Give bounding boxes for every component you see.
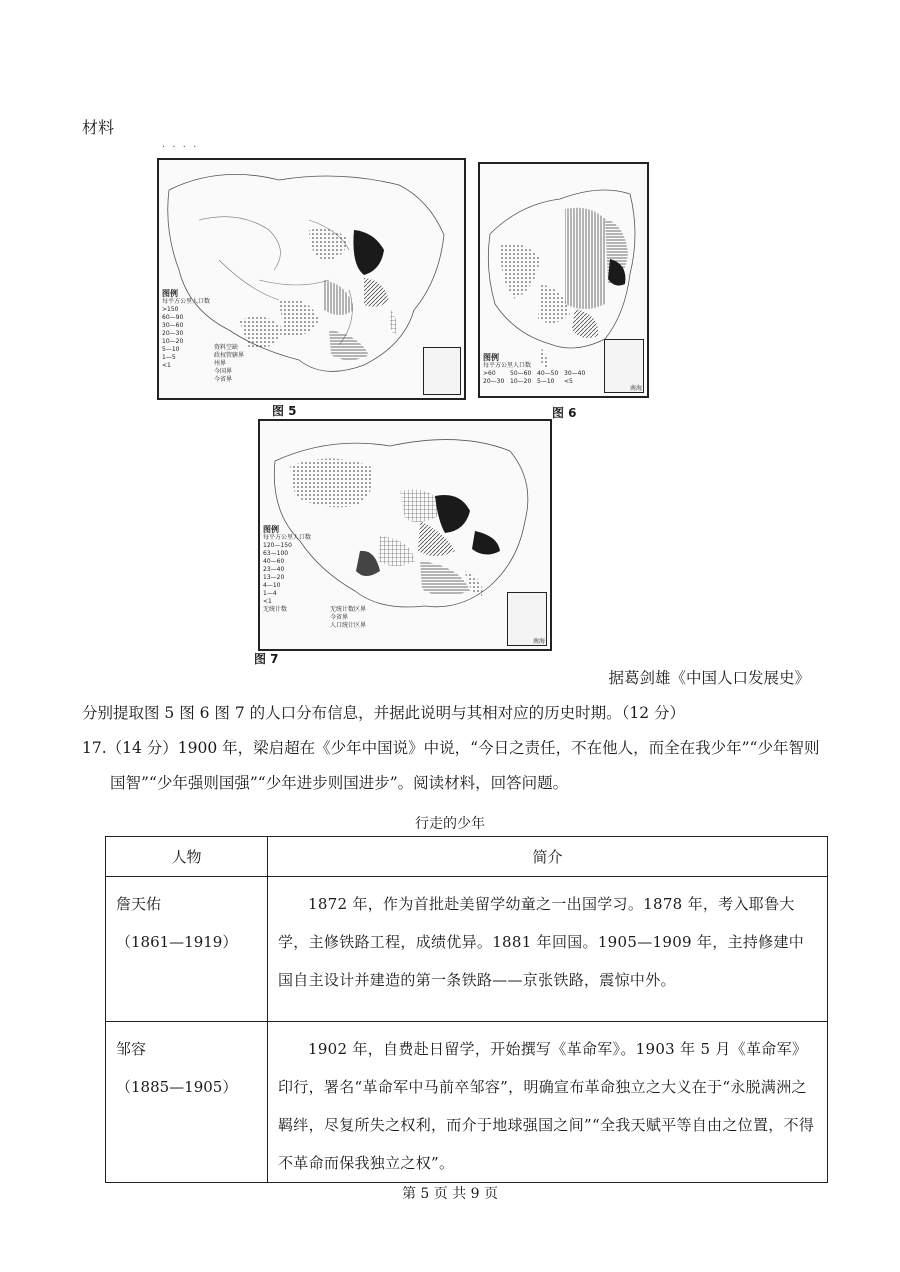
header-person: 人物 [106, 837, 268, 877]
legend-title: 图例 [263, 525, 279, 534]
south-sea-inset [507, 592, 547, 646]
legend-item: 63—100 [263, 550, 289, 557]
person-name: 邹容 [116, 1040, 147, 1058]
legend-subtitle: 每平方公里人口数 [162, 298, 211, 305]
legend-item: 20—30 [483, 378, 505, 385]
legend-item: 1—4 [263, 590, 277, 597]
person-cell [106, 1022, 268, 1183]
person-name: 詹天佑 [116, 895, 162, 913]
legend-line-item: 政权管辖界 [214, 352, 245, 359]
person-years: （1861—1919） [116, 933, 238, 951]
legend-item: >60 [483, 370, 496, 377]
legend-title: 图例 [162, 289, 178, 298]
legend-item: 5—10 [537, 378, 555, 385]
legend-item: <1 [162, 362, 171, 369]
figure-5-map [157, 158, 466, 400]
figure-7-legend [263, 526, 363, 614]
legend-item: 无统计数 [263, 606, 288, 613]
question-17-line-2: 国智”“少年强则国强”“少年进步则国进步”。阅读材料，回答问题。 [110, 774, 569, 792]
figure-6-caption: 图 6 [552, 406, 577, 420]
legend-line-item: 今省界 [330, 614, 349, 621]
legend-title: 图例 [483, 353, 499, 362]
legend-item: 5—10 [162, 346, 180, 353]
question-16: 分别提取图 5 图 6 图 7 的人口分布信息，并据此说明与其相对应的历史时期。（12 分） [82, 704, 686, 722]
legend-item: 1—5 [162, 354, 176, 361]
person-description: 1872 年，作为首批赴美留学幼童之一出国学习。1878 年，考入耶鲁大学，主修铁路工程，成绩优异。1881 年回国。1905—1909 年，主持修建中国自主设计并建造的第一条铁路——京张铁路，震惊中外。 [268, 877, 828, 1022]
figure-5-legend-lines [214, 344, 304, 384]
legend-item: <1 [263, 598, 272, 605]
legend-item: 40—50 [537, 370, 559, 377]
south-sea-inset [423, 347, 461, 395]
biography-table [105, 836, 828, 1183]
legend-item: 30—60 [162, 322, 184, 329]
person-description: 1902 年，自费赴日留学，开始撰写《革命军》。1903 年 5 月《革命军》印行，署名“革命军中马前卒邹容”，明确宣布革命独立之大义在于“永脱满洲之羁绊，尽复所失之权利，而介于地球强国之间”“全我天赋平等自由之位置，不得不革命而保我独立之权”。 [268, 1022, 828, 1183]
scan-mark: · · · · [162, 142, 199, 153]
figure-7-legend-lines [330, 606, 420, 630]
legend-item: 40—60 [263, 558, 285, 565]
table-row [106, 1022, 828, 1183]
legend-subtitle: 每平方公里人口数 [263, 534, 312, 541]
header-description: 简介 [268, 837, 828, 877]
legend-line-item: 州界 [214, 360, 227, 367]
legend-item: 4—10 [263, 582, 281, 589]
legend-item: 10—20 [510, 378, 532, 385]
legend-item: 20—30 [162, 330, 184, 337]
legend-item: 10—20 [162, 338, 184, 345]
person-years: （1885—1905） [116, 1078, 238, 1096]
source-citation: 据葛剑雄《中国人口发展史》 [608, 669, 810, 687]
question-17-line-1: 17.（14 分）1900 年，梁启超在《少年中国说》中说，“今日之责任，不在他人，而全在我少年”“少年智则 [82, 739, 820, 757]
inset-label: 南海 [532, 638, 545, 645]
table-caption: 行走的少年 [415, 816, 485, 832]
legend-line-item: 资料空缺 [214, 344, 239, 351]
inset-label: 南海 [629, 385, 642, 392]
legend-item: 50—60 [510, 370, 532, 377]
legend-item: >150 [162, 306, 179, 313]
south-sea-inset [604, 339, 644, 393]
legend-item: 120—150 [263, 542, 292, 549]
legend-item: 13—20 [263, 574, 285, 581]
figure-7-map [258, 419, 552, 651]
legend-item: <5 [564, 378, 573, 385]
table-header-row [106, 837, 828, 877]
legend-line-item: 今省界 [214, 376, 233, 383]
page-footer: 第 5 页 共 9 页 [401, 1186, 499, 1202]
figure-7-caption: 图 7 [254, 652, 279, 666]
legend-line-item: 无统计数区界 [330, 606, 367, 613]
legend-item: 23—40 [263, 566, 285, 573]
table-row [106, 877, 828, 1022]
legend-item: 60—90 [162, 314, 184, 321]
material-heading: 材料 [82, 118, 115, 137]
legend-subtitle: 每平方公里人口数 [483, 362, 532, 369]
legend-line-item: 人口统计区界 [330, 622, 367, 629]
legend-item: 30—40 [564, 370, 586, 377]
legend-line-item: 今国界 [214, 368, 233, 375]
figure-6-map [478, 162, 649, 398]
figure-5-caption: 图 5 [272, 404, 297, 418]
person-cell [106, 877, 268, 1022]
